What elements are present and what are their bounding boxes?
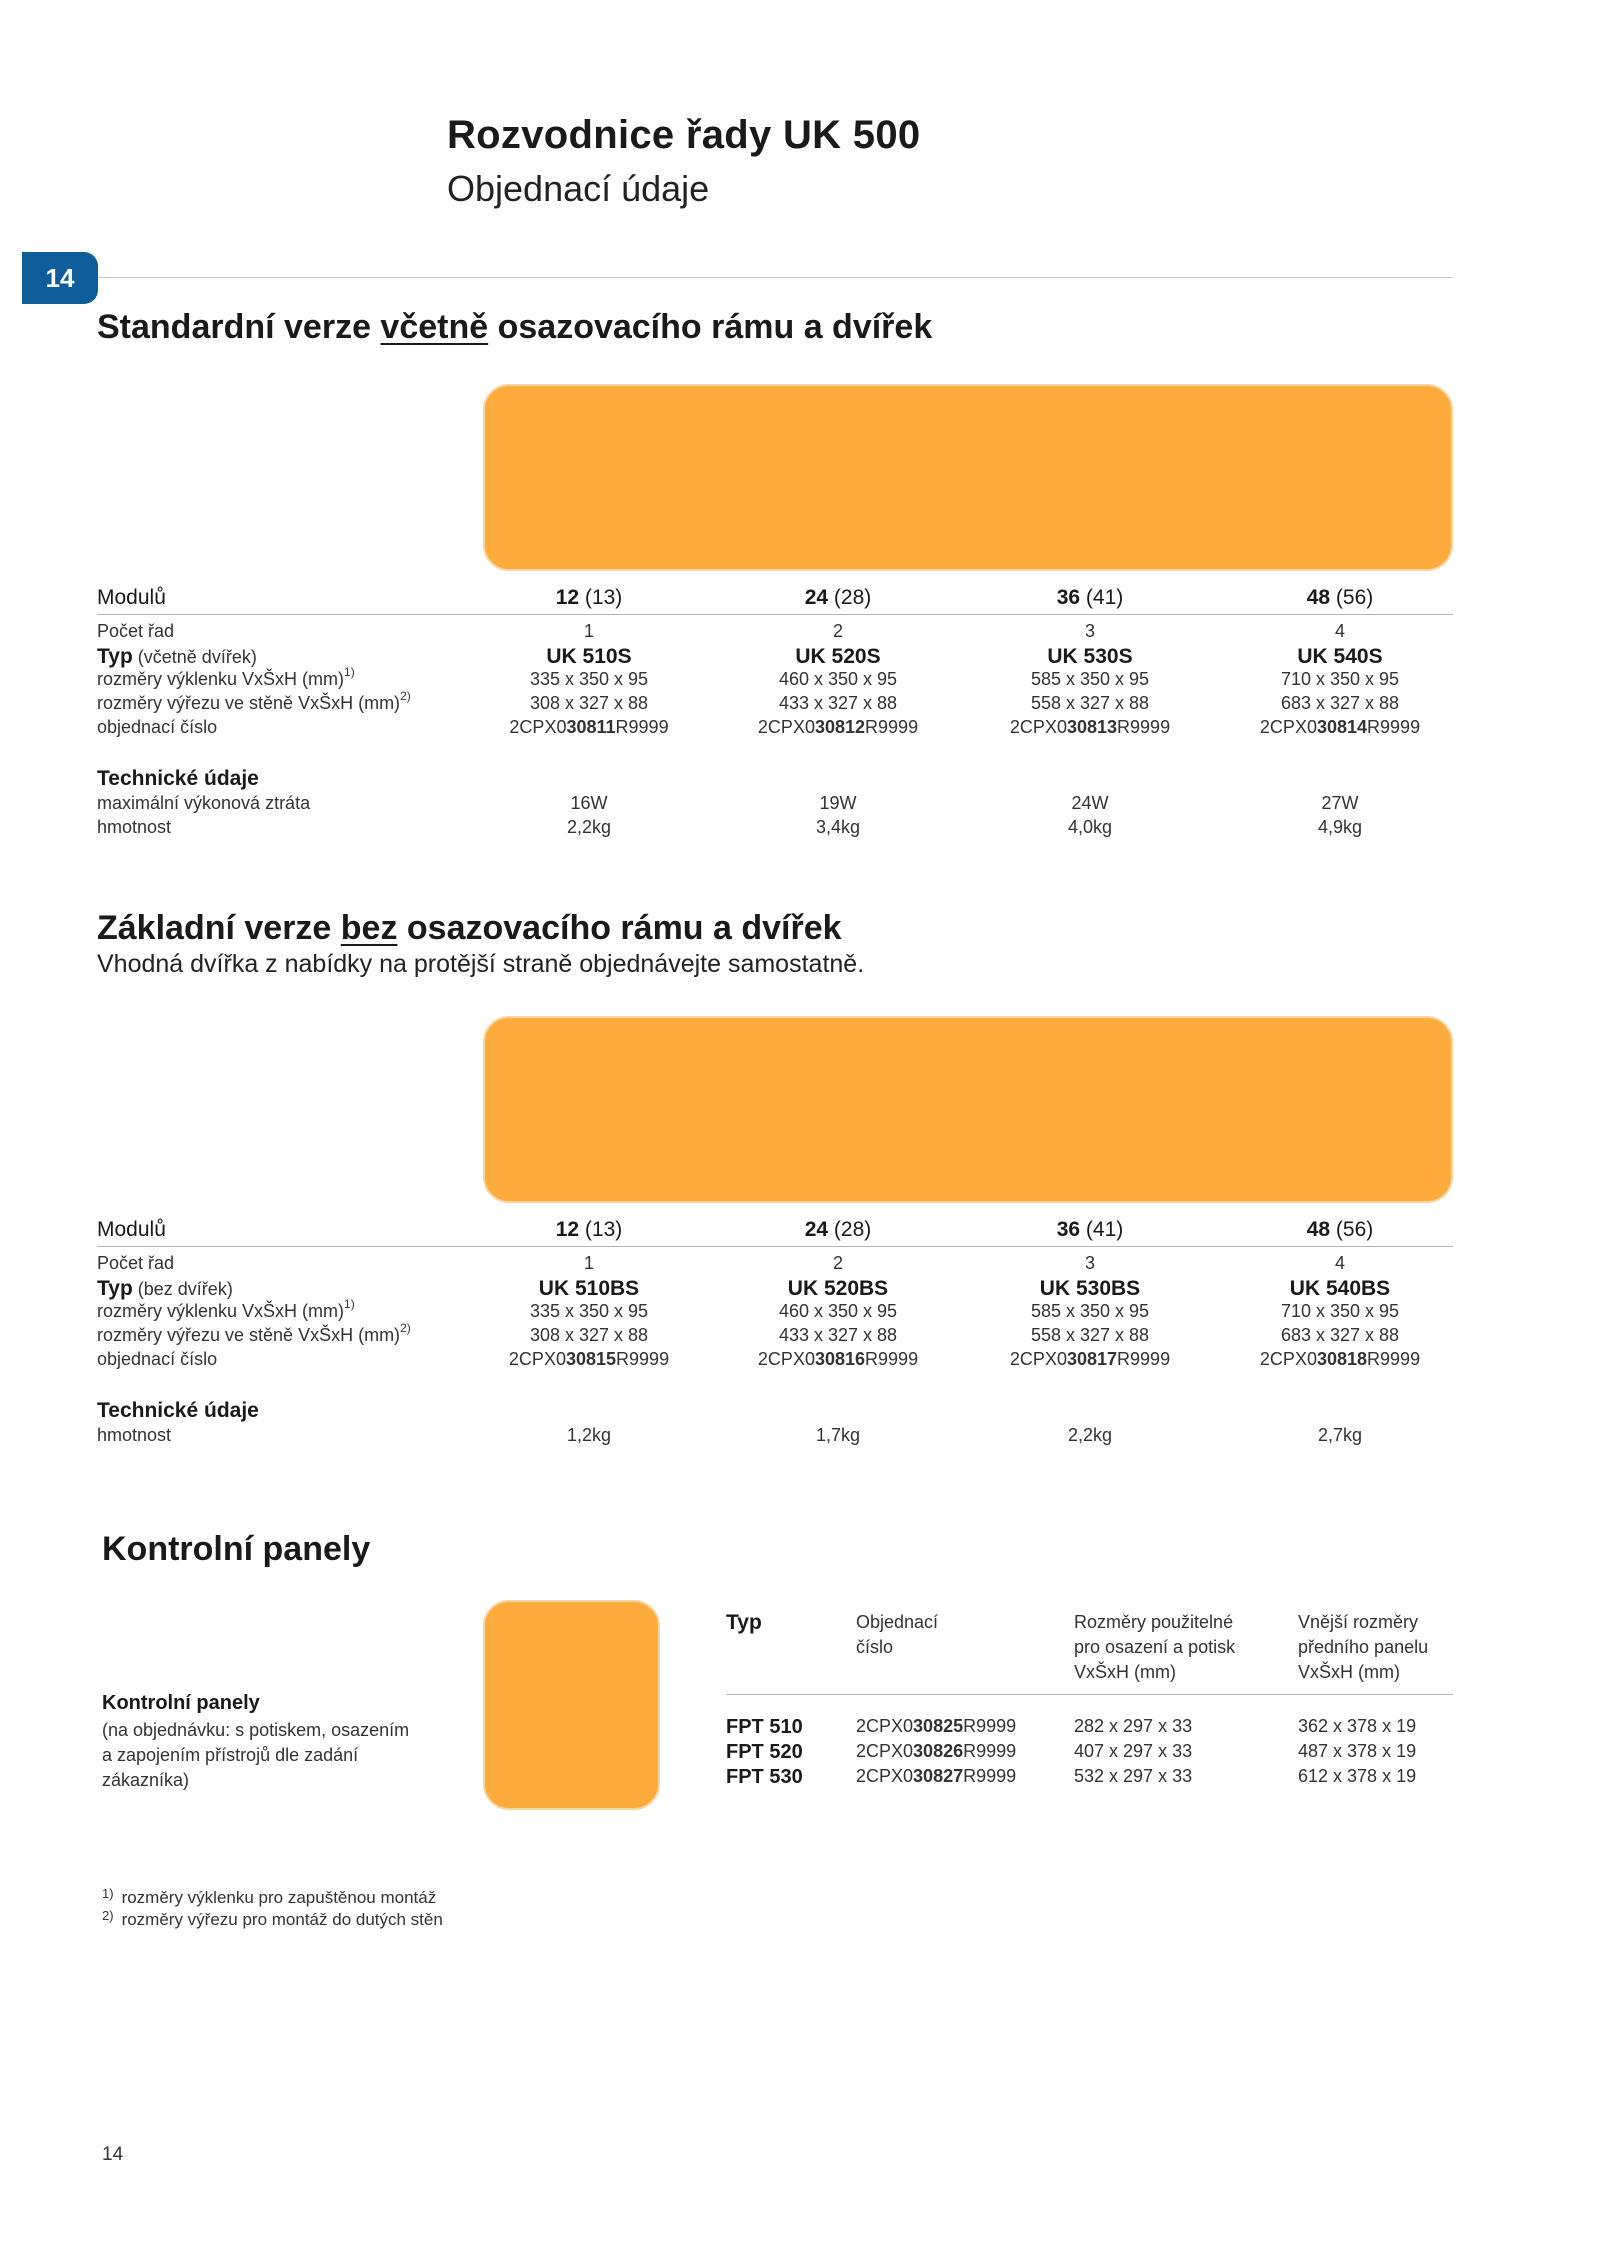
product-image-standard <box>483 384 1453 571</box>
order-number: 2CPX030825R9999 <box>856 1716 1017 1736</box>
module-cell: 48 (56) <box>1306 586 1374 609</box>
table-row: objednací číslo 2CPX030815R9999 2CPX030816R9999 2CPX030817R9999 2CPX030818R9999 <box>97 1349 1453 1373</box>
table-row: FPT 530 2CPX030827R9999 532 x 297 x 33 612 x 378 x 19 <box>726 1766 1417 1788</box>
order-number: 2CPX030827R9999 <box>856 1766 1017 1786</box>
table-header-row <box>97 1212 1453 1246</box>
table-divider <box>97 1246 1453 1247</box>
table-row-type: Typ (včetně dvířek) UK 510S UK 520S UK 530S UK 540S <box>97 645 1383 668</box>
page-tab: 14 <box>22 252 98 304</box>
table-divider <box>97 614 1453 615</box>
order-number: 2CPX030814R9999 <box>1259 717 1421 737</box>
table-header-row: Typ Objednací číslo Rozměry použitelné pro osazení a potisk VxŠxH (mm) Vnější rozměry předního panelu VxŠxH (mm) <box>726 1611 1429 1682</box>
table-row: Počet řad 1 2 3 4 <box>97 1253 1345 1273</box>
table-row: objednací číslo 2CPX030811R9999 2CPX030812R9999 2CPX030813R9999 2CPX030814R9999 <box>97 717 1453 741</box>
order-number: 2CPX030826R9999 <box>856 1741 1017 1761</box>
module-cell: 36 (41) <box>1056 1218 1124 1241</box>
section-note: Vhodná dvířka z nabídky na protější straně objednávejte samostatně. <box>97 950 865 978</box>
order-number: 2CPX030815R9999 <box>508 1349 670 1369</box>
module-cell: 12 (13) <box>555 586 623 609</box>
modulu-label: Modulů <box>97 1218 166 1241</box>
section-heading-panels: Kontrolní panely <box>102 1530 371 1568</box>
panel-table <box>726 1610 1453 1788</box>
order-number: 2CPX030817R9999 <box>1009 1349 1171 1369</box>
order-number: 2CPX030818R9999 <box>1259 1349 1421 1369</box>
order-number: 2CPX030813R9999 <box>1009 717 1171 737</box>
header-divider <box>98 277 1453 278</box>
product-image-basic <box>483 1016 1453 1203</box>
order-number: 2CPX030811R9999 <box>509 717 669 737</box>
table-row: Počet řad 1 2 3 4 <box>97 621 1345 641</box>
table-row-type: Typ (bez dvířek) UK 510BS UK 520BS UK 530BS UK 540BS <box>97 1277 1391 1300</box>
section-heading-basic: Základní verze bez osazovacího rámu a dvířek <box>97 909 842 947</box>
spec-table-basic <box>97 1212 1453 1449</box>
table-row: maximální výkonová ztráta 16W 19W 24W 27W <box>97 793 1359 813</box>
document-subtitle: Objednací údaje <box>447 168 710 209</box>
table-divider <box>726 1694 1453 1695</box>
panel-label-note: (na objednávku: s potiskem, osazením a zapojením přístrojů dle zadání zákazníka) <box>102 1720 410 1790</box>
page-number: 14 <box>102 2144 124 2165</box>
order-number: 2CPX030816R9999 <box>757 1349 919 1369</box>
footnote: $^{2)}$ rozměry výřezu pro montáž do dutých stěn <box>102 1908 443 1929</box>
table-row: hmotnost 1,2kg 1,7kg 2,2kg 2,7kg <box>97 1425 1363 1445</box>
heading-emphasis: včetně <box>380 308 489 346</box>
module-cell: 24 (28) <box>804 1218 872 1241</box>
tech-heading: Technické údaje <box>97 1399 259 1422</box>
module-cell: 48 (56) <box>1306 1218 1374 1241</box>
document-title: Rozvodnice řady UK 500 <box>447 113 921 157</box>
footnote: $^{1)}$ rozměry výklenku pro zapuštěnou montáž <box>102 1886 437 1907</box>
module-cell: 24 (28) <box>804 586 872 609</box>
heading-emphasis: bez <box>340 909 398 947</box>
table-row: rozměry výřezu ve stěně VxŠxH (mm)$^{2)}$ 308 x 327 x 88 433 x 327 x 88 558 x 327 x 88 683 x 327 x 88 <box>97 1321 1400 1345</box>
table-row: FPT 520 2CPX030826R9999 407 x 297 x 33 487 x 378 x 19 <box>726 1741 1417 1763</box>
table-row: rozměry výklenku VxŠxH (mm)$^{1)}$ 335 x 350 x 95 460 x 350 x 95 585 x 350 x 95 710 x 350 x 95 <box>97 1297 1400 1321</box>
order-number: 2CPX030812R9999 <box>757 717 919 737</box>
panel-label-title: Kontrolní panely <box>102 1692 260 1714</box>
module-cell: 36 (41) <box>1056 586 1124 609</box>
table-row: hmotnost 2,2kg 3,4kg 4,0kg 4,9kg <box>97 817 1363 837</box>
table-row: rozměry výřezu ve stěně VxŠxH (mm)$^{2)}$ 308 x 327 x 88 433 x 327 x 88 558 x 327 x 88 683 x 327 x 88 <box>97 689 1400 713</box>
table-row: rozměry výklenku VxŠxH (mm)$^{1)}$ 335 x 350 x 95 460 x 350 x 95 585 x 350 x 95 710 x 350 x 95 <box>97 665 1400 689</box>
tech-heading: Technické údaje <box>97 767 259 790</box>
section-heading-standard: Standardní verze včetně osazovacího rámu a dvířek <box>97 308 933 346</box>
modulu-label: Modulů <box>97 586 166 609</box>
spec-table-standard <box>97 580 1453 841</box>
table-header-row <box>97 580 1453 614</box>
product-image-panel <box>483 1600 660 1810</box>
module-cell: 12 (13) <box>555 1218 623 1241</box>
table-row: FPT 510 2CPX030825R9999 282 x 297 x 33 362 x 378 x 19 <box>726 1716 1417 1738</box>
